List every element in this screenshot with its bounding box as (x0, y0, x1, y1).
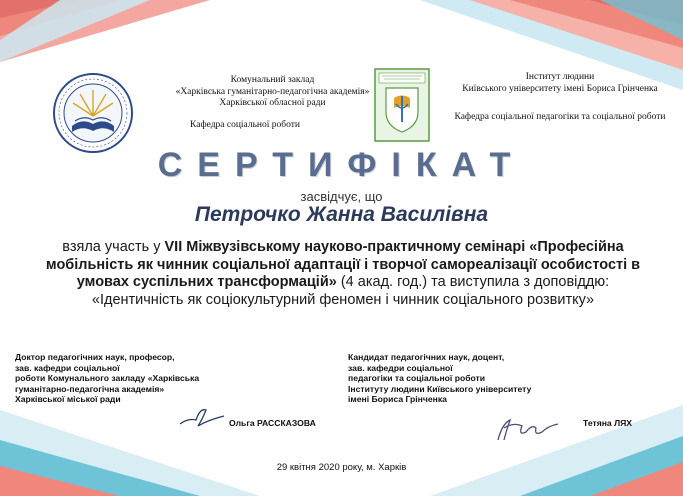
date-place: 29 квітня 2020 року, м. Харків (276, 462, 407, 473)
recipient-name: Петрочко Жанна Василівна (194, 203, 489, 226)
right-organization-name (440, 72, 680, 95)
right-org-line-2: Київського університету імені Бориса Грінченка (462, 83, 658, 94)
certificate-title: СЕРТИФІКАТ (157, 146, 526, 184)
right-department-name: Кафедра соціальної педагогіки та соціальної роботи (454, 112, 666, 122)
left-signatory-line-1: Доктор педагогічних наук, професор, (15, 352, 175, 362)
right-signatory-title (348, 352, 578, 405)
left-signatory-line-3: роботи Комунального закладу «Харківська (15, 373, 200, 384)
left-signature-scribble (178, 404, 226, 430)
left-signatory-line-2: зав. кафедри соціальної (15, 362, 120, 373)
body-intro: взяла участь у (62, 239, 165, 255)
left-signatory-title (15, 352, 245, 405)
left-organization-name (160, 75, 385, 110)
left-org-line-1: Комунальний заклад (230, 75, 315, 85)
right-signature-scribble (492, 414, 562, 444)
left-signatory-line-4: гуманітарно-педагогічна академія» (15, 383, 165, 394)
left-org-line-3: Харківської обласної ради (219, 98, 326, 108)
right-org-line-1: Інститут людини (525, 72, 595, 82)
right-signatory-line-3: педагогіки та соціальної роботи (348, 373, 486, 384)
university-shield-logo (374, 68, 430, 147)
right-signatory-line-2: зав. кафедри соціальної (348, 362, 453, 373)
event-name: VII Міжвузівському науково-практичному семінарі «Професійна мобільність як чинник соціальної адаптації і творчої самореалізації особистості в умовах суспільних трансформацій» (45, 239, 641, 291)
right-signatory-line-4: Інституту людини Київського університету (348, 383, 532, 394)
body-hours: (4 акад. год.) та виступила з доповіддю: (336, 274, 610, 291)
left-signatory-name: Ольга РАССКАЗОВА (229, 418, 316, 428)
left-org-line-2: «Харківська гуманітарно-педагогічна академія» (175, 86, 370, 97)
left-signatory-line-5: Харківської міської ради (15, 394, 121, 405)
report-title: «Ідентичність як соціокультурний феномен і чинник соціального розвитку» (91, 291, 595, 308)
right-signatory-line-1: Кандидат педагогічних наук, доцент, (348, 352, 505, 362)
right-signatory-line-5: імені Бориса Грінченка (348, 394, 447, 405)
certifies-text: засвідчує, що (300, 189, 383, 204)
left-department-name: Кафедра соціальної роботи (190, 120, 300, 130)
right-signatory-name: Тетяна ЛЯХ (583, 418, 633, 428)
certificate-body (18, 239, 668, 309)
